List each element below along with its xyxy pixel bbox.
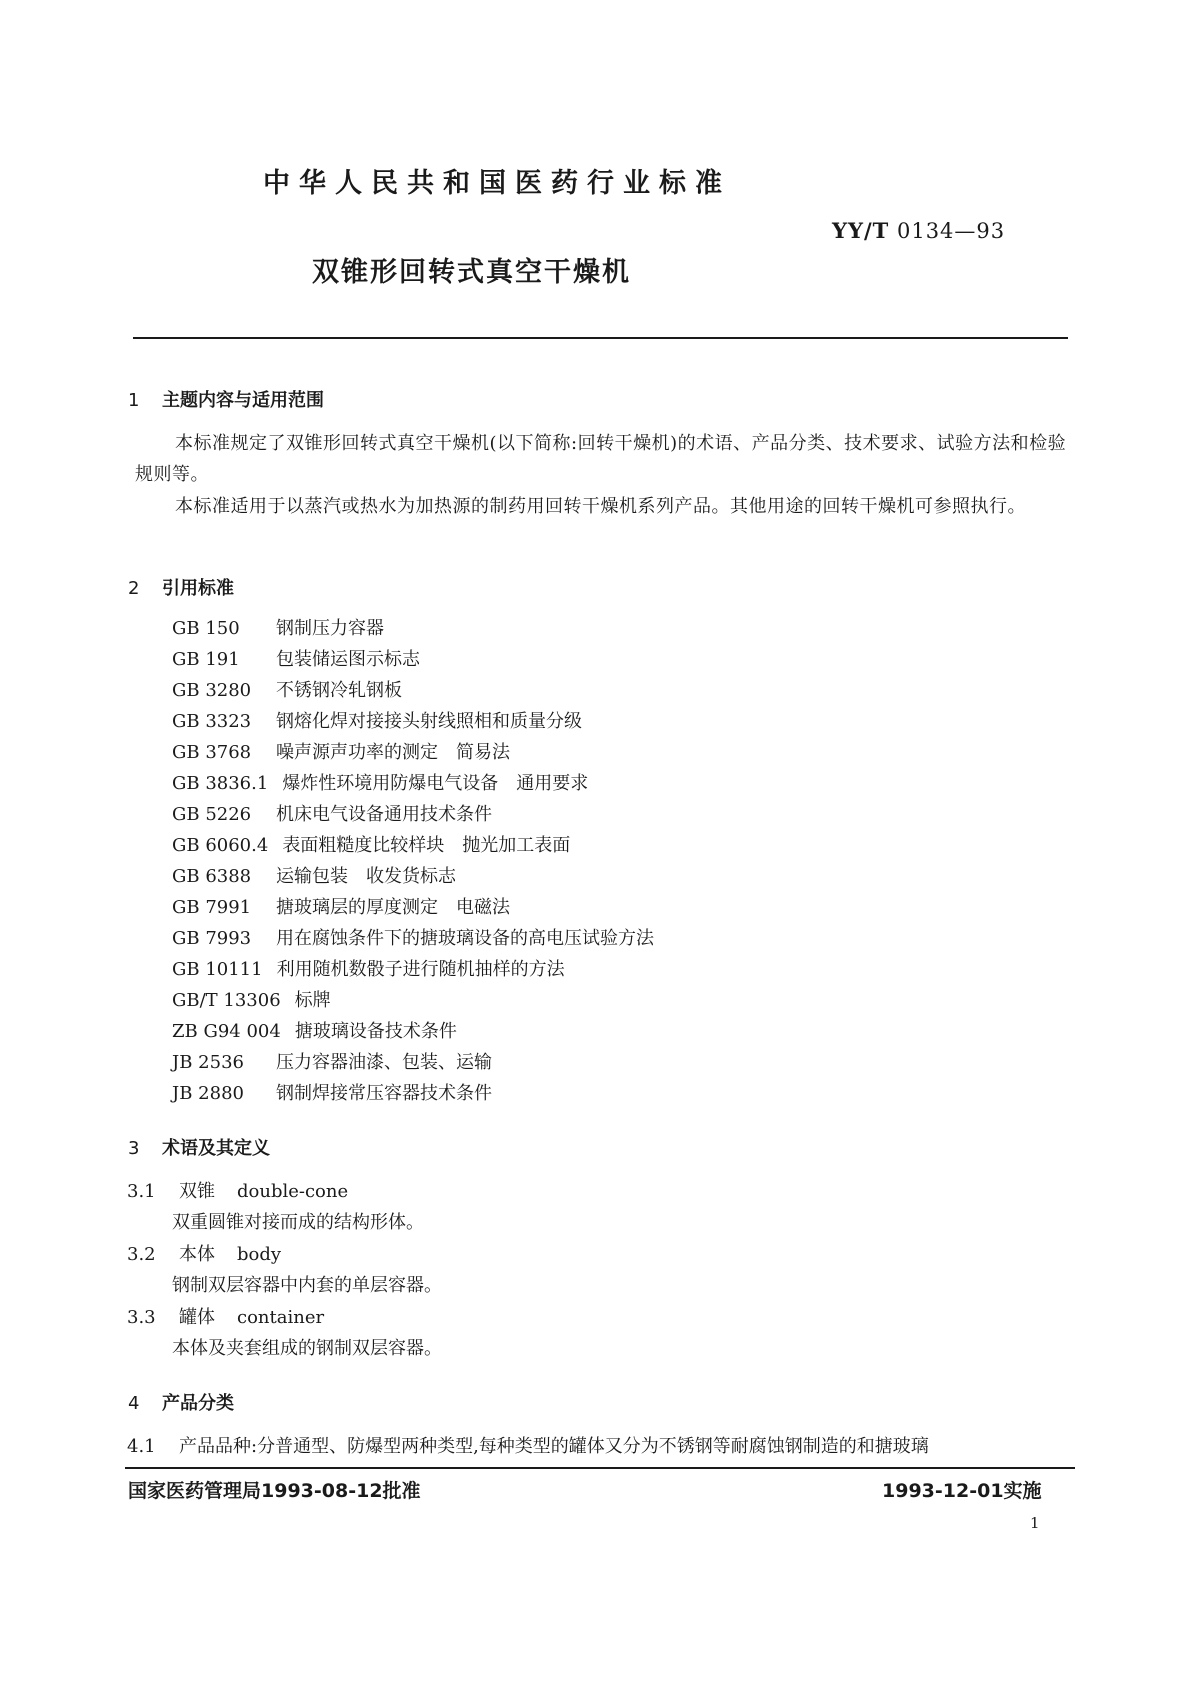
page-number: 1 bbox=[1030, 1514, 1040, 1532]
reference-item bbox=[172, 645, 420, 671]
organization-title: 中华人民共和国医药行业标准 bbox=[263, 168, 731, 199]
document-title: 双锥形回转式真空干燥机 bbox=[312, 257, 631, 288]
section-1-heading bbox=[128, 386, 324, 412]
section-1-paragraph-2: 本标准适用于以蒸汽或热水为加热源的制药用回转干燥机系列产品。其他用途的回转干燥机可参照执行。 bbox=[175, 496, 1026, 517]
reference-item bbox=[172, 986, 331, 1012]
reference-code: ZB G94 004 bbox=[172, 1021, 281, 1042]
reference-code: GB 10111 bbox=[172, 959, 263, 980]
term-item bbox=[127, 1177, 348, 1203]
standard-code-prefix: YY/T bbox=[832, 218, 890, 243]
reference-code: GB 7991 bbox=[172, 897, 252, 918]
reference-item bbox=[172, 1048, 492, 1074]
reference-code: GB 3280 bbox=[172, 680, 252, 701]
term-english: container bbox=[237, 1307, 325, 1328]
reference-code: GB 7993 bbox=[172, 928, 252, 949]
reference-title: 压力容器油漆、包装、运输 bbox=[276, 1052, 492, 1073]
term-chinese: 本体 bbox=[179, 1244, 215, 1265]
term-number: 3.1 bbox=[127, 1181, 156, 1202]
term-chinese: 双锥 bbox=[179, 1181, 215, 1202]
reference-code: GB 3768 bbox=[172, 742, 252, 763]
header-divider bbox=[133, 337, 1068, 339]
reference-title: 噪声源声功率的测定 简易法 bbox=[276, 742, 510, 763]
item-text: 产品品种:分普通型、防爆型两种类型,每种类型的罐体又分为不锈钢等耐腐蚀钢制造的和搪玻璃 bbox=[179, 1436, 929, 1457]
reference-title: 机床电气设备通用技术条件 bbox=[276, 804, 492, 825]
reference-item bbox=[172, 676, 402, 702]
term-english: double-cone bbox=[237, 1181, 349, 1202]
reference-code: GB/T 13306 bbox=[172, 990, 281, 1011]
approval-date: 国家医药管理局1993-08-12批准 bbox=[128, 1480, 421, 1502]
term-definition: 双重圆锥对接而成的结构形体。 bbox=[172, 1212, 424, 1233]
term-chinese: 罐体 bbox=[179, 1307, 215, 1328]
section-2-heading bbox=[128, 574, 234, 600]
reference-item bbox=[172, 955, 565, 981]
reference-title: 利用随机数骰子进行随机抽样的方法 bbox=[276, 959, 565, 980]
term-number: 3.2 bbox=[127, 1244, 156, 1265]
reference-title: 标牌 bbox=[294, 990, 331, 1011]
reference-code: JB 2536 bbox=[172, 1052, 244, 1073]
reference-title: 爆炸性环境用防爆电气设备 通用要求 bbox=[282, 773, 589, 794]
reference-title: 搪玻璃设备技术条件 bbox=[294, 1021, 457, 1042]
section-3-heading bbox=[128, 1134, 270, 1160]
reference-code: GB 3323 bbox=[172, 711, 252, 732]
term-english: body bbox=[237, 1244, 282, 1265]
reference-item bbox=[172, 862, 456, 888]
reference-code: JB 2880 bbox=[172, 1083, 244, 1104]
reference-title: 包装储运图示标志 bbox=[276, 649, 420, 670]
reference-item bbox=[172, 738, 510, 764]
term-definition: 本体及夹套组成的钢制双层容器。 bbox=[172, 1338, 442, 1359]
reference-item bbox=[172, 614, 384, 640]
item-number: 4.1 bbox=[127, 1436, 156, 1457]
reference-code: GB 6388 bbox=[172, 866, 252, 887]
section-number: 2 bbox=[128, 578, 140, 599]
reference-code: GB 5226 bbox=[172, 804, 252, 825]
reference-item bbox=[172, 769, 588, 795]
section-number: 3 bbox=[128, 1138, 140, 1159]
reference-code: GB 191 bbox=[172, 649, 240, 670]
reference-item bbox=[172, 1079, 492, 1105]
reference-title: 表面粗糙度比较样块 抛光加工表面 bbox=[282, 835, 571, 856]
section-4-heading bbox=[128, 1389, 234, 1415]
term-definition: 钢制双层容器中内套的单层容器。 bbox=[172, 1275, 442, 1296]
term-item bbox=[127, 1303, 324, 1329]
term-item bbox=[127, 1240, 281, 1266]
standard-code-number: 0134—93 bbox=[896, 219, 1006, 243]
section-title: 术语及其定义 bbox=[162, 1138, 270, 1159]
reference-title: 不锈钢冷轧钢板 bbox=[276, 680, 402, 701]
reference-item bbox=[172, 893, 510, 919]
section-number: 4 bbox=[128, 1393, 140, 1414]
reference-item bbox=[172, 924, 654, 950]
classification-item bbox=[127, 1432, 929, 1458]
section-title: 主题内容与适用范围 bbox=[162, 390, 324, 411]
section-title: 引用标准 bbox=[162, 578, 234, 599]
section-1-paragraph-1: 本标准规定了双锥形回转式真空干燥机(以下简称:回转干燥机)的术语、产品分类、技术要求、试验方法和检验规则等。 bbox=[135, 433, 1067, 485]
reference-title: 搪玻璃层的厚度测定 电磁法 bbox=[276, 897, 510, 918]
reference-item bbox=[172, 800, 492, 826]
effective-date: 1993-12-01实施 bbox=[882, 1480, 1042, 1502]
reference-code: GB 3836.1 bbox=[172, 773, 269, 794]
reference-title: 用在腐蚀条件下的搪玻璃设备的高电压试验方法 bbox=[276, 928, 654, 949]
term-number: 3.3 bbox=[127, 1307, 156, 1328]
footer-divider bbox=[125, 1467, 1075, 1469]
section-number: 1 bbox=[128, 390, 140, 411]
reference-item bbox=[172, 707, 582, 733]
reference-title: 运输包装 收发货标志 bbox=[276, 866, 456, 887]
reference-code: GB 6060.4 bbox=[172, 835, 269, 856]
reference-title: 钢制压力容器 bbox=[276, 618, 384, 639]
reference-title: 钢制焊接常压容器技术条件 bbox=[276, 1083, 492, 1104]
reference-item bbox=[172, 831, 570, 857]
reference-code: GB 150 bbox=[172, 618, 240, 639]
reference-item bbox=[172, 1017, 457, 1043]
section-title: 产品分类 bbox=[162, 1393, 234, 1414]
standard-code bbox=[832, 218, 1005, 243]
reference-title: 钢熔化焊对接接头射线照相和质量分级 bbox=[276, 711, 582, 732]
